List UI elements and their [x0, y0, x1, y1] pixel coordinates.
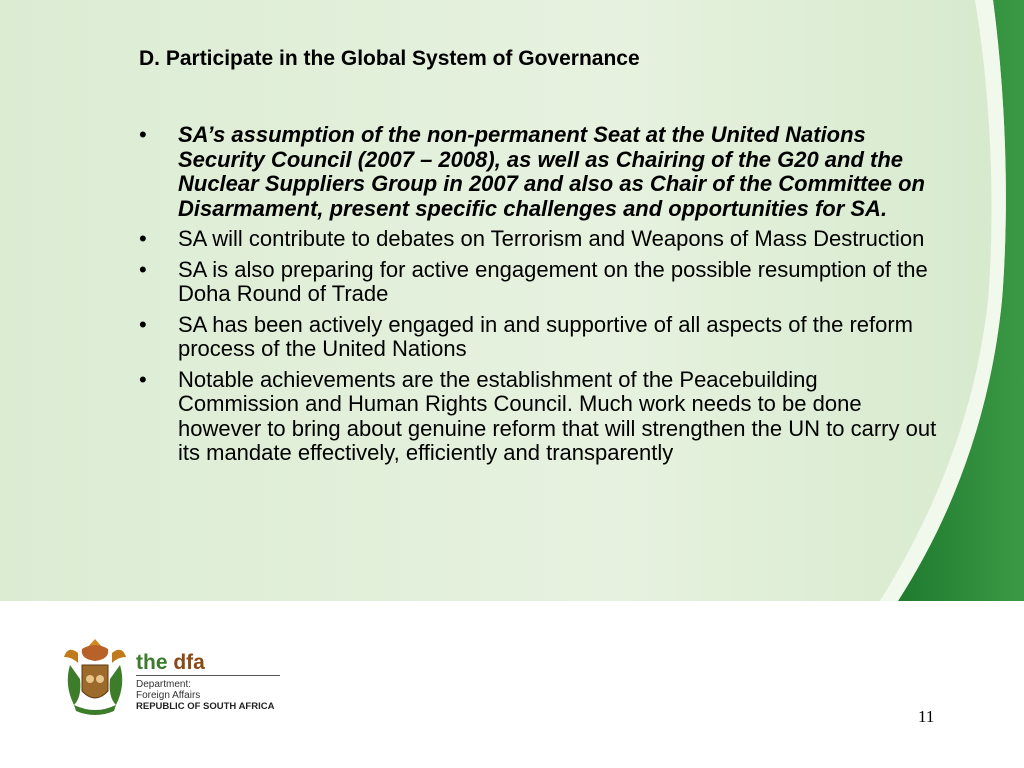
bullet-marker: • — [139, 311, 147, 337]
logo-divider — [136, 675, 280, 676]
bullet-item — [139, 313, 939, 362]
south-africa-coat-of-arms-icon — [60, 635, 130, 717]
bullet-text: SA has been actively engaged in and supportive of all aspects of the reform process of the United Nations — [178, 311, 914, 361]
bullet-text: Notable achievements are the establishment of the Peacebuilding Commission and Human Rights Council. Much work needs to be done however to bring about genuine reform that will strengthen the UN to carry out its mandate effectively, efficiently and transparently — [178, 366, 937, 465]
brand-wordmark — [136, 651, 205, 675]
bullet-text: SA will contribute to debates on Terrorism and Weapons of Mass Destruction — [178, 226, 925, 251]
bullet-text: SA is also preparing for active engagement on the possible resumption of the Doha Round of Trade — [178, 256, 928, 306]
department-line: Department: — [136, 679, 192, 690]
bullet-item — [139, 227, 939, 252]
bullet-marker: • — [139, 122, 147, 147]
brand-prefix: the — [136, 651, 174, 674]
bullet-list — [139, 123, 939, 472]
bullet-marker: • — [139, 226, 147, 251]
page-number: 11 — [918, 707, 935, 726]
dfa-logo — [60, 635, 290, 720]
bullet-item — [139, 123, 939, 221]
country-name: REPUBLIC OF SOUTH AFRICA — [136, 701, 275, 712]
department-name: Foreign Affairs — [136, 690, 201, 701]
bullet-marker: • — [139, 256, 147, 282]
bullet-marker: • — [139, 366, 147, 392]
slide-title: D. Participate in the Global System of Governance — [139, 47, 640, 70]
bullet-text: SA’s assumption of the non-permanent Seat at the United Nations Security Council (2007 – 2008), as well as Chairing of the G20 and the Nuclear Suppliers Group in 2007 and also as Chair of the Committee on Disarmament, present specific challenges and opportunities for SA. — [178, 122, 925, 221]
brand-name: dfa — [173, 651, 205, 674]
bullet-item — [139, 368, 939, 466]
department-text — [136, 679, 274, 712]
bullet-item — [139, 258, 939, 307]
